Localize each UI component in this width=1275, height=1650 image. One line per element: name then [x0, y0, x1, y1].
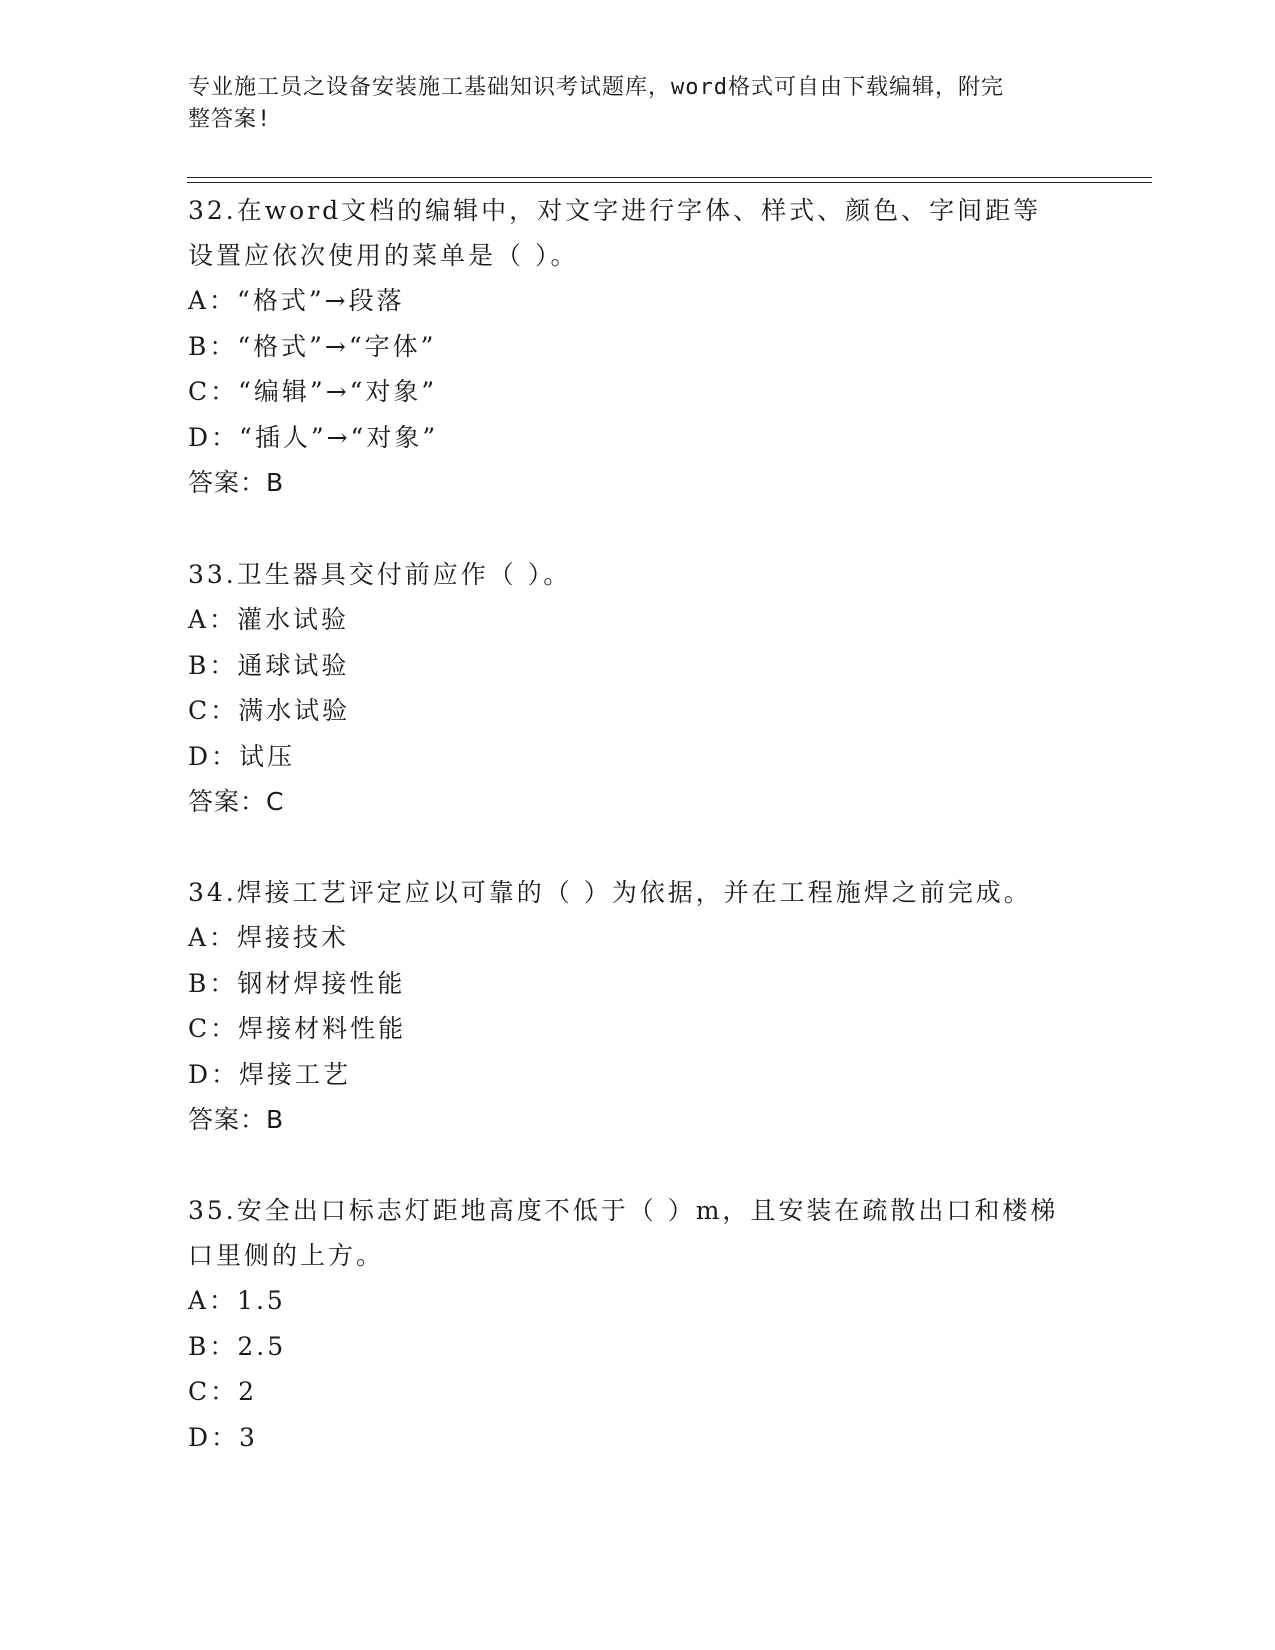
option-b: B：2.5: [188, 1331, 287, 1361]
option-b: B：“格式”→“字体”: [188, 331, 437, 361]
option-a: A：1.5: [188, 1286, 286, 1315]
option-a: A：灌水试验: [188, 605, 350, 634]
option-d: D：试压: [188, 741, 296, 771]
option-b: B：通球试验: [188, 650, 350, 680]
option-d: D：“插人”→“对象”: [188, 422, 439, 452]
question-stem-line: 35.安全出口标志灯距地高度不低于（ ）m，且安装在疏散出口和楼梯: [188, 1196, 1059, 1225]
question-stem-line: 设置应依次使用的菜单是（ ）。: [188, 241, 579, 270]
header-line-2: 整答案!: [188, 107, 272, 132]
option-c: C：满水试验: [188, 696, 351, 725]
answer-line: 答案：C: [188, 787, 285, 816]
option-d: D：3: [188, 1422, 258, 1452]
header-line-1: 专业施工员之设备安装施工基础知识考试题库，word格式可自由下载编辑，附完: [188, 75, 1004, 100]
question-stem-line: 口里侧的上方。: [188, 1241, 385, 1270]
option-b: B：钢材焊接性能: [188, 968, 406, 998]
question-34: [188, 870, 1088, 1142]
option-c: C：“编辑”→“对象”: [188, 377, 438, 406]
option-d: D：焊接工艺: [188, 1059, 352, 1089]
question-35: [188, 1188, 1088, 1460]
header-divider-top: [187, 177, 1152, 178]
question-stem-line: 33.卫生器具交付前应作（ ）。: [188, 560, 572, 589]
header-divider-bottom: [187, 182, 1152, 183]
question-stem-line: 32.在word文档的编辑中，对文字进行字体、样式、颜色、字间距等: [188, 196, 1042, 225]
question-stem-line: 34.焊接工艺评定应以可靠的（ ）为依据，并在工程施焊之前完成。: [188, 878, 1032, 907]
option-c: C：焊接材料性能: [188, 1014, 407, 1043]
option-a: A：“格式”→段落: [188, 286, 405, 315]
question-33: [188, 552, 1088, 824]
option-a: A：焊接技术: [188, 923, 350, 952]
answer-line: 答案：B: [188, 1105, 285, 1134]
document-header: [188, 72, 1068, 136]
question-32: [188, 188, 1088, 505]
option-c: C：2: [188, 1377, 258, 1406]
answer-line: 答案：B: [188, 468, 285, 497]
